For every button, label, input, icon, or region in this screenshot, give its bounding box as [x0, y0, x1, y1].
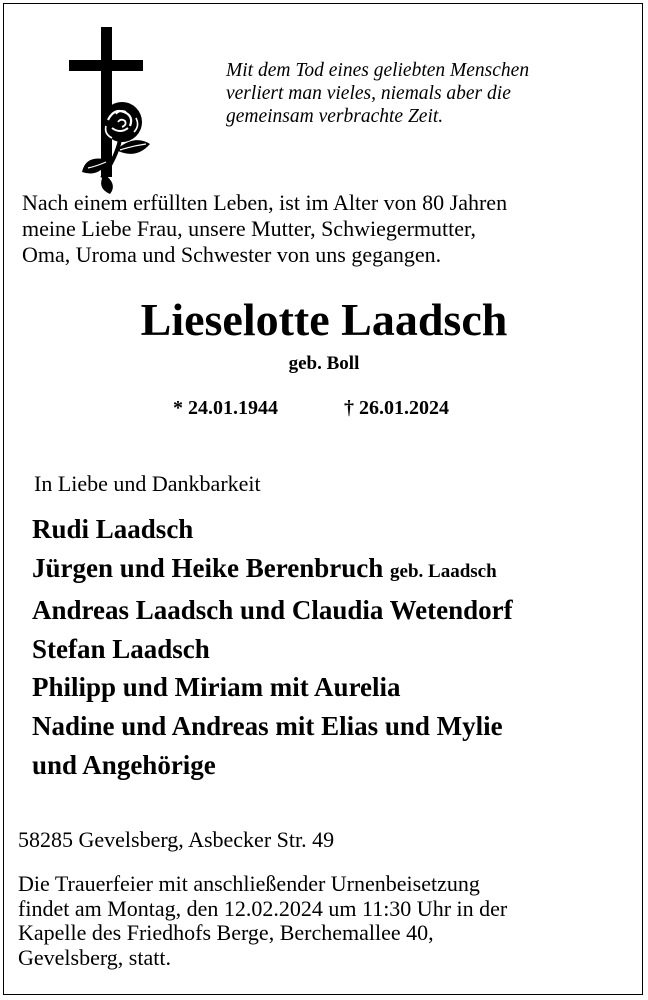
motto-line: gemeinsam verbrachte Zeit. — [226, 106, 444, 127]
notice-line: Die Trauerfeier mit anschließender Urnenbeisetzung — [18, 871, 480, 896]
mourner-name: und Angehörige — [32, 749, 216, 780]
intro-line: meine Liebe Frau, unsere Mutter, Schwiegermutter, — [22, 216, 476, 241]
dedication: In Liebe und Dankbarkeit — [34, 471, 261, 496]
mourner-item — [32, 668, 640, 707]
mourner-item — [32, 746, 640, 785]
cross-with-rose-icon — [62, 22, 166, 194]
maiden-name: geb. Boll — [288, 353, 360, 374]
mourner-item — [32, 549, 640, 592]
birth-date: * 24.01.1944 — [173, 397, 278, 419]
mourner-name: Rudi Laadsch — [32, 514, 194, 544]
motto-line: Mit dem Tod eines geliebten Menschen — [226, 60, 530, 81]
mourner-name: Stefan Laadsch — [32, 633, 210, 664]
mourner-name: Andreas Laadsch und Claudia Wetendorf — [32, 595, 513, 626]
intro-line: Oma, Uroma und Schwester von uns gegangen. — [22, 242, 442, 267]
mourner-suffix: geb. Laadsch — [390, 560, 497, 582]
death-date: † 26.01.2024 — [344, 397, 449, 419]
mourner-item — [32, 510, 640, 549]
mourner-name: Jürgen und Heike Berenbruch — [32, 552, 384, 583]
mourner-name: Nadine und Andreas mit Elias und Mylie — [32, 710, 503, 741]
motto-quote — [226, 59, 626, 128]
mourner-item — [32, 707, 640, 746]
notice-line: findet am Montag, den 12.02.2024 um 11:30 Uhr in der — [18, 895, 508, 921]
intro-text — [22, 190, 634, 268]
mourner-item — [32, 630, 640, 669]
address: 58285 Gevelsberg, Asbecker Str. 49 — [18, 827, 335, 852]
notice-line: Gevelsberg, statt. — [18, 944, 171, 970]
notice-line: Kapelle des Friedhofs Berge, Berchemallee 40, — [18, 920, 434, 945]
motto-line: verliert man vieles, niemals aber die — [226, 83, 511, 104]
mourner-item — [32, 591, 640, 630]
funeral-notice — [18, 872, 638, 970]
mourners-list — [32, 510, 640, 784]
deceased-name: Lieselotte Laadsch — [140, 294, 508, 345]
intro-line: Nach einem erfüllten Leben, ist im Alter von 80 Jahren — [22, 190, 508, 215]
mourner-name: Philipp und Miriam mit Aurelia — [32, 672, 401, 703]
